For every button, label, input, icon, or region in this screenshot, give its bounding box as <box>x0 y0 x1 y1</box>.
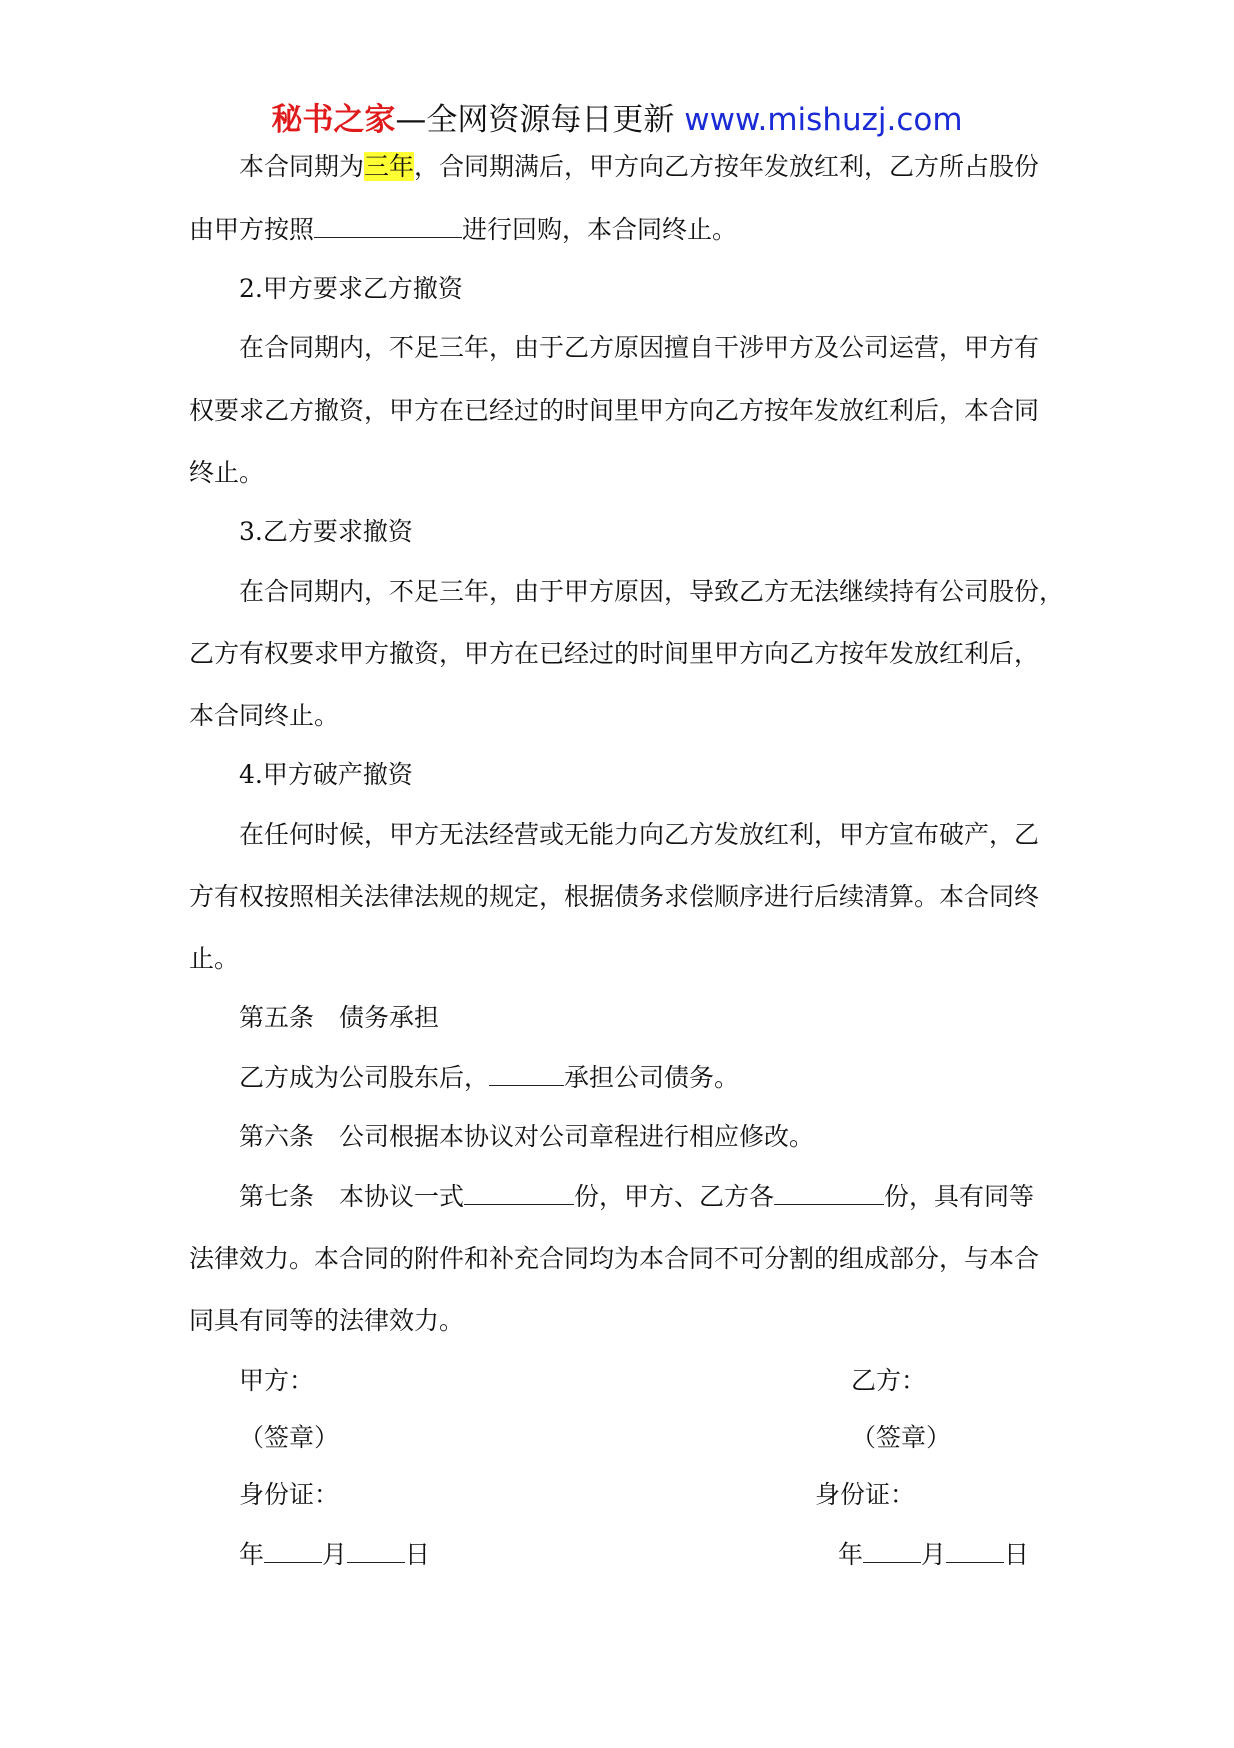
header-tagline: —全网资源每日更新 <box>395 102 675 138</box>
article-7-line-1 <box>239 1180 1034 1214</box>
paragraph-term-line-2 <box>189 213 737 247</box>
paragraph-line: 权要求乙方撤资，甲方在已经过的时间里甲方向乙方按年发放红利后，本合同 <box>189 396 1040 425</box>
date-blank[interactable] <box>347 1538 405 1563</box>
paragraph-line: 法律效力。本合同的附件和补充合同均为本合同不可分割的组成部分，与本合 <box>189 1244 1040 1273</box>
clause-heading-2: 2.甲方要求乙方撤资 <box>239 274 463 303</box>
article-5-line <box>239 1061 739 1095</box>
brand-name: 秘书之家 <box>271 102 396 138</box>
date-day-label: 日 <box>1004 1540 1030 1569</box>
clause-heading-4: 4.甲方破产撤资 <box>239 760 413 789</box>
party-a-label: 甲方： <box>239 1366 315 1395</box>
party-b-label: 乙方： <box>851 1366 927 1395</box>
text: 本合同期为 <box>239 152 365 181</box>
fill-in-blank[interactable] <box>464 1180 574 1205</box>
date-blank[interactable] <box>946 1538 1004 1563</box>
paragraph-line: 方有权按照相关法律法规的规定，根据债务求偿顺序进行后续清算。本合同终 <box>189 882 1040 911</box>
paragraph-line: 本合同终止。 <box>189 701 340 730</box>
party-b-seal: （签章） <box>851 1423 952 1452</box>
party-a-date <box>239 1538 430 1572</box>
date-year-label: 年 <box>838 1540 864 1569</box>
date-year-label: 年 <box>239 1540 265 1569</box>
article-5-title: 第五条 债务承担 <box>239 1003 440 1032</box>
paragraph-line: 同具有同等的法律效力。 <box>189 1306 465 1335</box>
article-6: 第六条 公司根据本协议对公司章程进行相应修改。 <box>239 1122 815 1151</box>
party-b-id-label: 身份证： <box>815 1480 916 1509</box>
party-a-id-label: 身份证： <box>239 1480 340 1509</box>
website-link[interactable]: www.mishuzj.com <box>684 102 963 138</box>
text: 承担公司债务。 <box>564 1063 740 1092</box>
date-blank[interactable] <box>264 1538 322 1563</box>
text: 进行回购，本合同终止。 <box>462 215 738 244</box>
text: ，合同期满后，甲方向乙方按年发放红利，乙方所占股份 <box>414 152 1040 181</box>
paragraph-line: 在任何时候，甲方无法经营或无能力向乙方发放红利，甲方宣布破产，乙 <box>239 820 1040 849</box>
paragraph-term-line-1 <box>239 150 1039 184</box>
highlighted-term: 三年 <box>364 152 415 181</box>
paragraph-line: 在合同期内，不足三年，由于乙方原因擅自干涉甲方及公司运营，甲方有 <box>239 333 1040 362</box>
fill-in-blank[interactable] <box>314 213 462 238</box>
text: 乙方成为公司股东后， <box>239 1063 490 1092</box>
paragraph-line: 终止。 <box>189 458 265 487</box>
paragraph-line: 乙方有权要求甲方撤资，甲方在已经过的时间里甲方向乙方按年发放红利后， <box>189 639 1040 668</box>
party-b-date <box>838 1538 1029 1572</box>
clause-heading-3: 3.乙方要求撤资 <box>239 517 413 546</box>
party-a-seal: （签章） <box>239 1423 340 1452</box>
text: 第七条 本协议一式 <box>239 1182 465 1211</box>
text: 份，具有同等 <box>884 1182 1035 1211</box>
date-month-label: 月 <box>322 1540 348 1569</box>
date-day-label: 日 <box>405 1540 431 1569</box>
paragraph-line: 止。 <box>189 944 240 973</box>
fill-in-blank[interactable] <box>489 1061 564 1086</box>
site-header-banner <box>0 100 1234 140</box>
fill-in-blank[interactable] <box>774 1180 884 1205</box>
date-blank[interactable] <box>863 1538 921 1563</box>
text: 由甲方按照 <box>189 215 315 244</box>
paragraph-line: 在合同期内，不足三年，由于甲方原因，导致乙方无法继续持有公司股份， <box>239 577 1065 606</box>
text: 份，甲方、乙方各 <box>574 1182 775 1211</box>
date-month-label: 月 <box>921 1540 947 1569</box>
